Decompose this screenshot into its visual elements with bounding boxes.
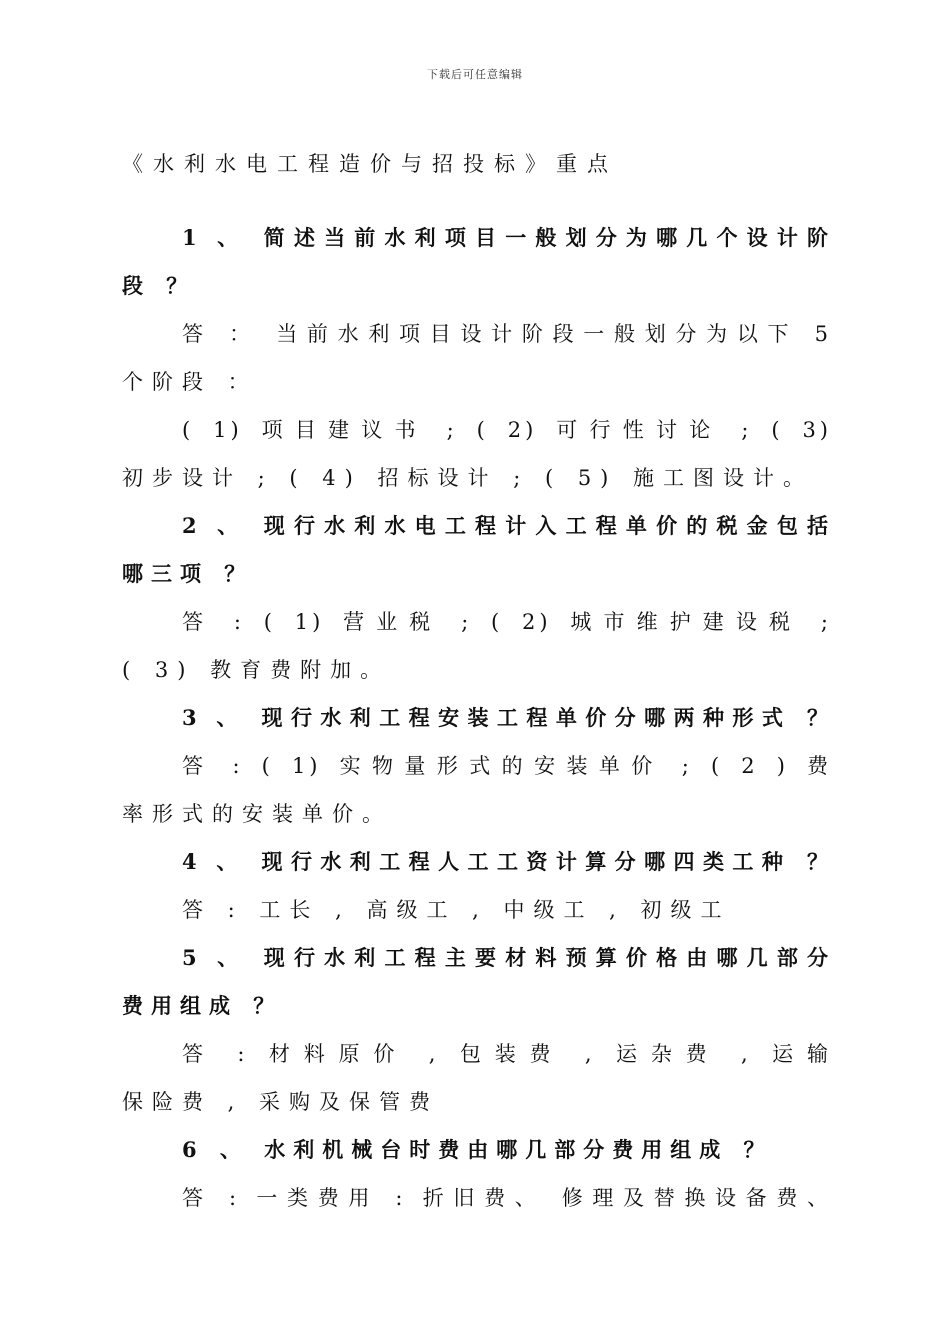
question-line: 4 、 现行水利工程人工工资计算分哪四类工种 ？ xyxy=(182,849,832,874)
question-line: 5 、 现行水利工程主要材料预算价格由哪几部分 xyxy=(182,945,832,970)
answer-line: 答 : 工长 , 高级工 , 中级工 , 初级工 xyxy=(182,898,731,922)
answer-line: ( 1) 项目建议书 ; ( 2) 可行性讨论 ; ( 3) xyxy=(182,418,832,442)
answer-line: 答 : 一类费用 : 折旧费、 修理及替换设备费、 xyxy=(182,1186,832,1210)
answer-line: 率形式的安装单价。 xyxy=(122,802,392,826)
answer-line: 答 : 材料原价 , 包装费 , 运杂费 , 运输 xyxy=(182,1042,832,1066)
answer-line: 答 : ( 1) 营业税 ; ( 2) 城市维护建设税 ; xyxy=(182,610,832,634)
document-title: 《水利水电工程造价与招投标》重点 xyxy=(122,152,618,176)
answer-line: 初步设计 ; ( 4) 招标设计 ; ( 5) 施工图设计。 xyxy=(122,466,814,490)
question-line: 3 、 现行水利工程安装工程单价分哪两种形式 ？ xyxy=(182,705,832,730)
answer-line: 答 : ( 1) 实物量形式的安装单价 ; ( 2 ) 费 xyxy=(182,754,832,778)
question-line: 1 、 简述当前水利项目一般划分为哪几个设计阶 xyxy=(182,225,832,250)
question-line: 费用组成 ？ xyxy=(122,993,283,1018)
question-line: 段 ？ xyxy=(122,273,196,298)
question-line: 哪三项 ？ xyxy=(122,561,254,586)
answer-line: 保险费 , 采购及保管费 xyxy=(122,1090,440,1114)
answer-line: 个阶段 ： xyxy=(122,370,258,394)
question-line: 6 、 水利机械台时费由哪几部分费用组成 ？ xyxy=(182,1137,773,1162)
answer-line: 答 ： 当前水利项目设计阶段一般划分为以下 5 xyxy=(182,322,832,346)
question-line: 2 、 现行水利水电工程计入工程单价的税金包括 xyxy=(182,513,832,538)
answer-line: ( 3) 教育费附加。 xyxy=(122,658,391,682)
page-header: 下载后可任意编辑 xyxy=(427,68,523,81)
